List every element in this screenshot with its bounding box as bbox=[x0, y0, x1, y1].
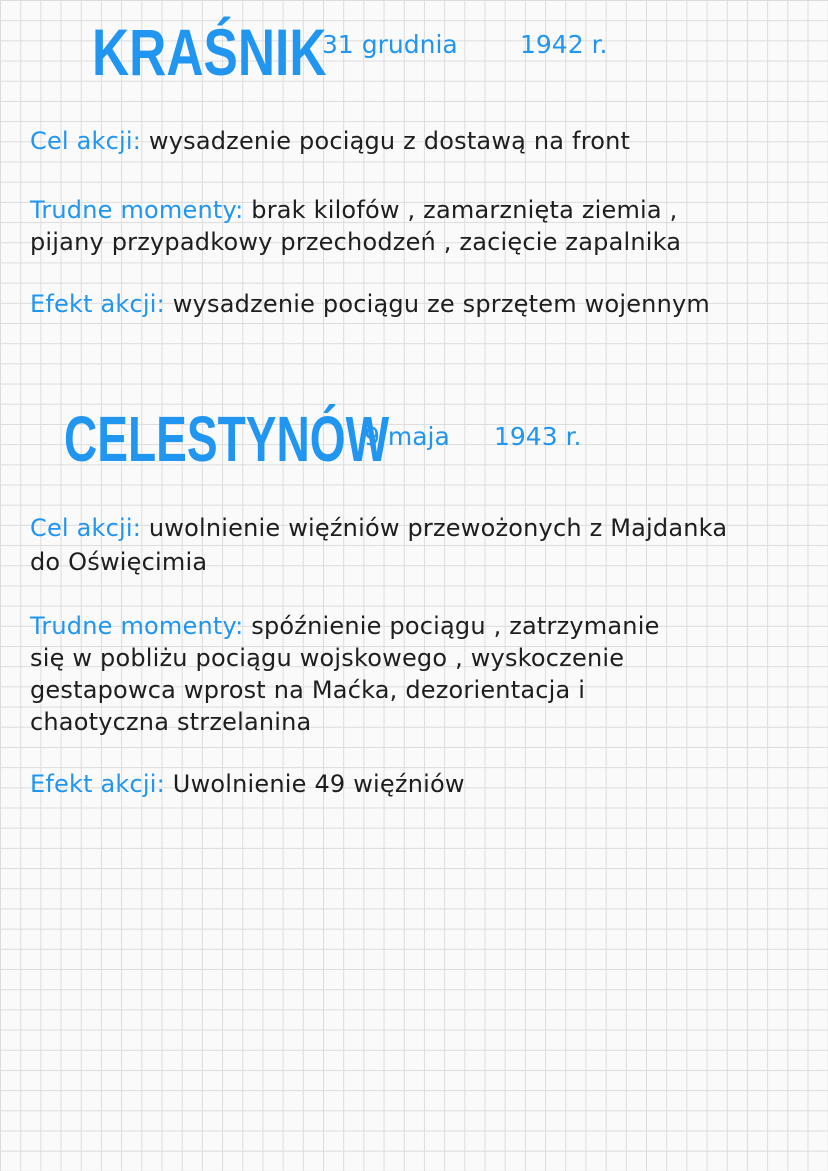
goal-line bbox=[30, 548, 207, 576]
goal-label: Cel akcji: bbox=[30, 514, 142, 542]
difficulties-text: chaotyczna strzelanina bbox=[30, 708, 312, 736]
section-date-day: 31 grudnia bbox=[322, 30, 458, 59]
difficulties-text: spóźnienie pociągu , zatrzymanie bbox=[251, 612, 660, 640]
section-title: KRAŚNIK bbox=[92, 15, 327, 89]
difficulties-text: gestapowca wprost na Maćka, dezorientacja i bbox=[30, 676, 586, 704]
goal-line bbox=[30, 127, 630, 155]
goal-text: do Oświęcimia bbox=[30, 548, 208, 576]
section-date-year: 1942 r. bbox=[520, 30, 608, 59]
effect-label: Efekt akcji: bbox=[30, 290, 165, 318]
goal-label: Cel akcji: bbox=[30, 127, 142, 155]
effect-label: Efekt akcji: bbox=[30, 770, 165, 798]
difficulties-line bbox=[30, 612, 660, 640]
difficulties-text: brak kilofów , zamarznięta ziemia , bbox=[251, 196, 678, 224]
goal-text: wysadzenie pociągu z dostawą na front bbox=[148, 127, 631, 155]
section-title: CELESTYNÓW bbox=[64, 403, 390, 475]
goal-line bbox=[30, 514, 727, 542]
difficulties-line bbox=[30, 228, 681, 256]
difficulties-text: pijany przypadkowy przechodzeń , zacięcie zapalnika bbox=[30, 228, 682, 256]
difficulties-line bbox=[30, 676, 585, 704]
difficulties-label: Trudne momenty: bbox=[30, 196, 244, 224]
difficulties-line bbox=[30, 644, 624, 672]
difficulties-text: się w pobliżu pociągu wojskowego , wyskoczenie bbox=[30, 644, 625, 672]
section-date-day: 9 maja bbox=[364, 422, 450, 451]
effect-line bbox=[30, 290, 710, 318]
difficulties-label: Trudne momenty: bbox=[30, 612, 244, 640]
section-date-year: 1943 r. bbox=[494, 422, 582, 451]
effect-text: Uwolnienie 49 więźniów bbox=[172, 770, 465, 798]
effect-text: wysadzenie pociągu ze sprzętem wojennym bbox=[172, 290, 710, 318]
difficulties-line bbox=[30, 196, 677, 224]
goal-text: uwolnienie więźniów przewożonych z Majdanka bbox=[148, 514, 728, 542]
difficulties-line bbox=[30, 708, 311, 736]
effect-line bbox=[30, 770, 465, 798]
